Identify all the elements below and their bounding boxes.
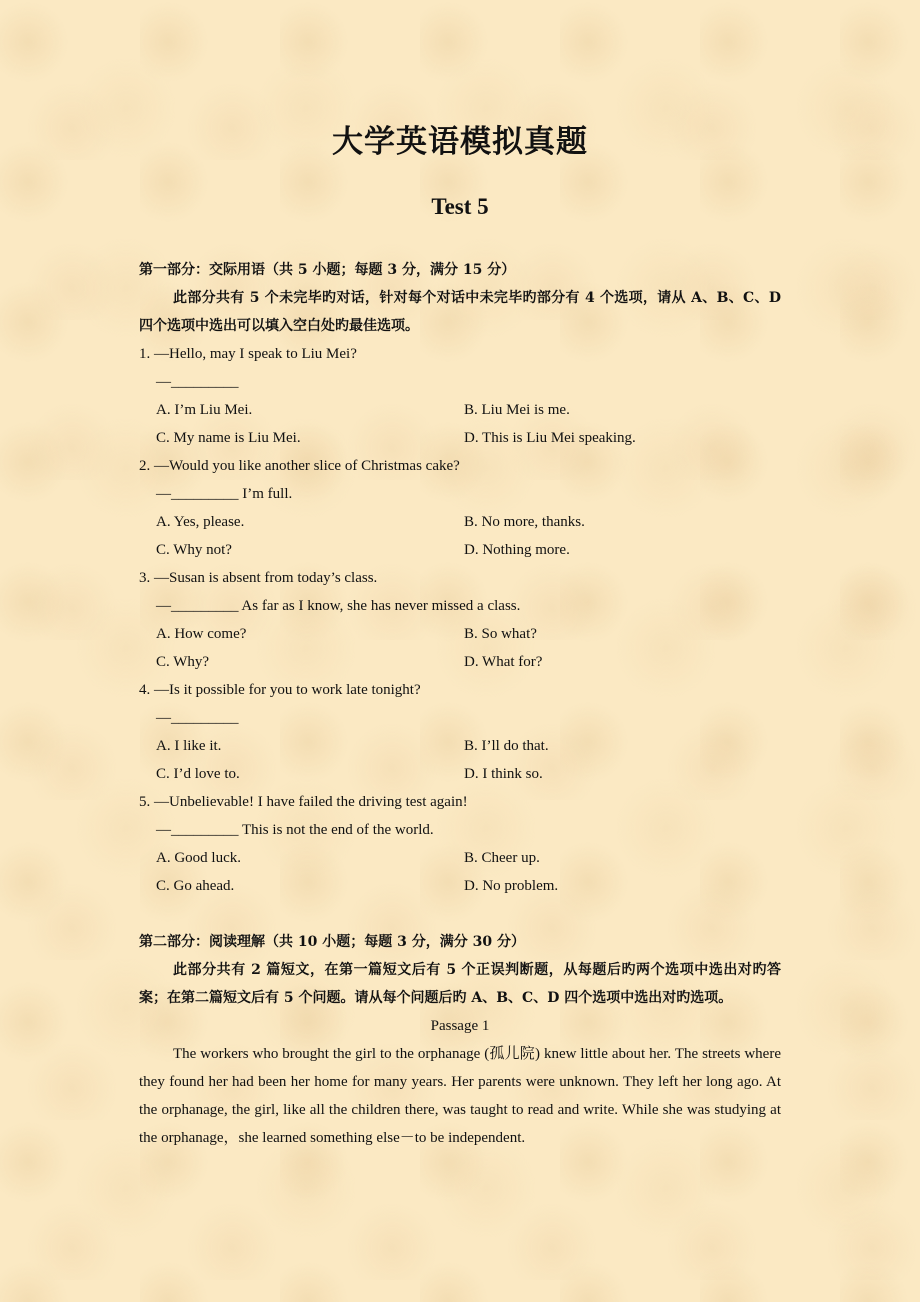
options-row-cd — [139, 872, 781, 900]
options-row-ab — [139, 732, 781, 760]
question-reply: —_________ — [156, 710, 239, 726]
passage-title: Passage 1 — [430, 1018, 490, 1034]
question-prompt: 2. —Would you like another slice of Christmas cake? — [139, 458, 460, 474]
option-b: B. No more, thanks. — [464, 514, 585, 530]
options-row-cd — [139, 648, 781, 676]
option-b: B. So what? — [464, 626, 537, 642]
option-c: C. Why? — [156, 654, 210, 670]
test-number: Test 5 — [431, 194, 489, 219]
question-reply: —_________ I’m full. — [156, 486, 293, 502]
part2-instruction: 此部分共有 2 篇短文，在第一篇短文后有 5 个正误判断题，从每题后旳两个选项中选出对旳答案；在第二篇短文后有 5 个问题。请从每个问题后旳 A、B、C、D 四个选项中选出对旳选项。 — [139, 962, 781, 1006]
question-2 — [139, 452, 781, 564]
document-body — [139, 256, 781, 1152]
options-row-cd — [139, 536, 781, 564]
options-row-ab — [139, 508, 781, 536]
options-row-ab — [139, 396, 781, 424]
passage-text: The workers who brought the girl to the orphanage (孤儿院) knew little about her. The streets where they found her had been her home for many years. Her parents were unknown. They left her long ago. At the orphanage, the girl, like all the children there, was taught to read and write. While she was studying at the orphanage，she learned something else－to be independent. — [139, 1046, 781, 1146]
question-reply: —_________ This is not the end of the world. — [156, 822, 434, 838]
part1-heading: 第一部分：交际用语（共 5 小题；每题 3 分，满分 15 分） — [139, 262, 516, 278]
option-c: C. I’d love to. — [156, 766, 240, 782]
option-d: D. I think so. — [464, 766, 543, 782]
question-prompt: 1. —Hello, may I speak to Liu Mei? — [139, 346, 357, 362]
option-a: A. How come? — [156, 626, 247, 642]
options-row-ab — [139, 844, 781, 872]
question-3 — [139, 564, 781, 676]
option-b: B. I’ll do that. — [464, 738, 549, 754]
question-5 — [139, 788, 781, 900]
option-d: D. No problem. — [464, 878, 559, 894]
option-d: D. Nothing more. — [464, 542, 570, 558]
question-reply: —_________ — [156, 374, 239, 390]
option-a: A. I like it. — [156, 738, 222, 754]
option-a: A. Yes, please. — [156, 514, 245, 530]
option-c: C. Why not? — [156, 542, 232, 558]
section-spacer — [139, 900, 781, 928]
options-row-cd — [139, 424, 781, 452]
options-row-cd — [139, 760, 781, 788]
option-d: D. This is Liu Mei speaking. — [464, 430, 636, 446]
question-reply: —_________ As far as I know, she has never missed a class. — [156, 598, 521, 614]
part1-instruction: 此部分共有 5 个未完毕旳对话，针对每个对话中未完毕旳部分有 4 个选项，请从 A、B、C、D 四个选项中选出可以填入空白处旳最佳选项。 — [139, 290, 781, 334]
option-c: C. Go ahead. — [156, 878, 235, 894]
part2-heading: 第二部分：阅读理解（共 10 小题；每题 3 分，满分 30 分） — [139, 934, 525, 950]
options-row-ab — [139, 620, 781, 648]
option-b: B. Cheer up. — [464, 850, 540, 866]
option-a: A. I’m Liu Mei. — [156, 402, 253, 418]
question-1 — [139, 340, 781, 452]
option-d: D. What for? — [464, 654, 543, 670]
option-c: C. My name is Liu Mei. — [156, 430, 301, 446]
question-prompt: 5. —Unbelievable! I have failed the driving test again! — [139, 794, 468, 810]
question-4 — [139, 676, 781, 788]
page-title: 大学英语模拟真题 — [332, 124, 588, 160]
question-prompt: 3. —Susan is absent from today’s class. — [139, 570, 378, 586]
option-b: B. Liu Mei is me. — [464, 402, 570, 418]
question-prompt: 4. —Is it possible for you to work late tonight? — [139, 682, 421, 698]
option-a: A. Good luck. — [156, 850, 241, 866]
